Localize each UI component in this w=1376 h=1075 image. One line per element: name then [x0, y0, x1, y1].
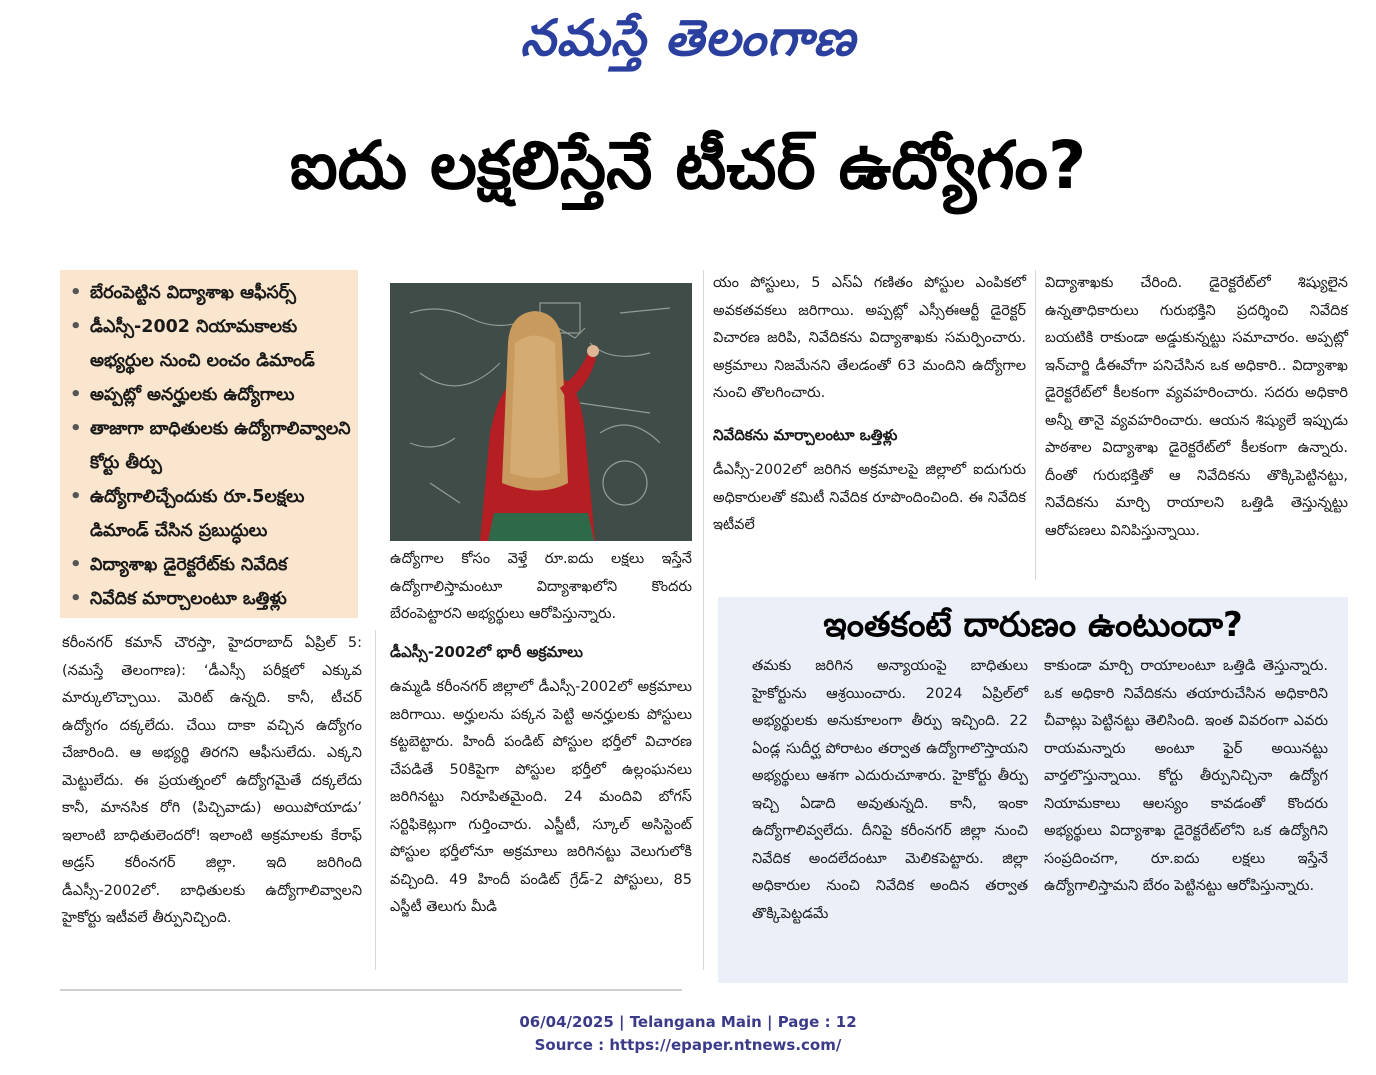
- article-column-4: [1045, 270, 1348, 545]
- article-column-1: [62, 630, 362, 933]
- box-column-2: కాకుండా మార్చి రాయాలంటూ ఒత్తిడి తెస్తున్నారు. ఒక అధికారి నివేదికను తయారుచేసిన అధికారిని చీవాట్లు పెట్టినట్టు తెలిసింది. ఇంత వివరంగా ఎవరు రాయమన్నారు అంటూ ఫైర్ అయినట్టు వార్తలొస్తున్నాయి. కోర్టు తీర్పునిచ్చినా ఉద్యోగ నియామకాలు ఆలస్యం కావడంతో కొందరు అభ్యర్థులు విద్యాశాఖ డైరెక్టరేట్‌లోని ఒక ఉద్యోగిని సంప్రదించగా, రూ.ఐదు లక్షలు ఇస్తేనే ఉద్యోగాలిస్తామని బేరం పెట్టినట్టు ఆరోపిస్తున్నారు.: [1044, 658, 1328, 894]
- highlight-item: • తాజాగా బాధితులకు ఉద్యోగాలివ్వాలని కోర్టు తీర్పు: [70, 412, 352, 480]
- photo-caption-paragraph: ఉద్యోగాల కోసం వెళ్తే రూ.ఐదు లక్షలు ఇస్తేనే ఉద్యోగాలిస్తామంటూ విద్యాశాఖలోని కొందరు బేరంపెట్టారని అభ్యర్థులు ఆరోపిస్తున్నారు.: [390, 551, 692, 622]
- column-divider: [1035, 270, 1036, 580]
- article-column-3: [713, 270, 1026, 540]
- subheading: డీఎస్సీ-2002లో భారీ అక్రమాలు: [390, 642, 583, 661]
- bullet-icon: •: [70, 282, 82, 303]
- bottom-rule: [60, 989, 682, 991]
- bullet-icon: •: [70, 316, 82, 337]
- article-paragraph: ఉమ్మడి కరీంనగర్ జిల్లాలో డీఎస్సీ-2002లో అక్రమాలు జరిగాయి. అర్హులను పక్కన పెట్టి అనర్హులకు పోస్టులు కట్టబెట్టారు. హిందీ పండిట్ పోస్టుల భర్తీలో విచారణ చేపడితే 50కిపైగా పోస్టుల భర్తీలో ఉల్లంఘనలు జరిగినట్టు నిరూపితమైంది. 24 మందివి బోగస్ సర్టిఫికెట్లుగా గుర్తించారు. ఎస్జీటీ, స్కూల్ అసిస్టెంట్ పోస్టుల భర్తీలోనూ అక్రమాలు జరిగినట్టు వెలుగులోకి వచ్చింది. 49 హిందీ పండిట్ గ్రేడ్-2 పోస్టులు, 85 ఎస్జీటీ తెలుగు మీడి: [390, 679, 692, 915]
- article-paragraph: యం పోస్టులు, 5 ఎస్ఏ గణితం పోస్టుల ఎంపికలో అవకతవకలు జరిగాయి. అప్పట్లో ఎస్సీఈఆర్టీ డైరెక్టర్ విచారణ జరిపి, నివేదికను విద్యాశాఖకు సమర్పించారు. అక్రమాలు నిజమేనని తేలడంతో 63 మందిని ఉద్యోగాల నుంచి తొలగించారు.: [713, 275, 1026, 401]
- photo-illustration: [390, 283, 692, 541]
- highlight-item: • నివేదిక మార్చాలంటూ ఒత్తిళ్లు: [70, 582, 352, 616]
- footer-date-line: 06/04/2025 | Telangana Main | Page : 12: [519, 1013, 857, 1031]
- article-paragraph: డీఎస్సీ-2002లో జరిగిన అక్రమాలపై జిల్లాలో ఐదుగురు అధికారులతో కమిటీ నివేదిక రూపొందించింది. ఈ నివేదిక ఇటీవలే: [713, 462, 1026, 533]
- subheading: నివేదికను మార్చాలంటూ ఒత్తిళ్లు: [713, 425, 898, 444]
- box-title: ఇంతకంటే దారుణం ఉంటుందా?: [823, 605, 1243, 645]
- bullet-icon: •: [70, 554, 82, 575]
- article-column-2: [390, 546, 692, 922]
- masthead-logo: నమస్తే తెలంగాణ: [520, 8, 856, 67]
- article-paragraph: కరీంనగర్ కమాన్ చౌరస్తా, హైదరాబాద్ ఏప్రిల్ 5: (నమస్తే తెలంగాణ): ‘డీఎస్సీ పరీక్షలో ఎక్కువ మార్కులొచ్చాయి. మెరిట్ ఉన్నది. కానీ, టీచర్ ఉద్యోగం దక్కలేదు. చేయి దాకా వచ్చిన ఉద్యోగం చేజారింది. ఆ అభ్యర్థి తిరగని ఆఫీసులేదు. ఎక్కని మెట్టులేదు. ఈ ప్రయత్నంలో ఉద్యోగమైతే దక్కలేదు కానీ, మానసిక రోగి (పిచ్చివాడు) అయిపోయాడు’ ఇలాంటి బాధితులెందరో! ఇలాంటి అక్రమాలకు కేరాఫ్ అడ్రస్ కరీంనగర్ జిల్లా. ఇది జరిగింది డీఎస్సీ-2002లో. బాధితులకు ఉద్యోగాలివ్వాలని హైకోర్టు ఇటీవలే తీర్పునిచ్చింది.: [62, 635, 362, 926]
- highlight-item: • అప్పట్లో అనర్హులకు ఉద్యోగాలు: [70, 378, 352, 412]
- headline: ఐదు లక్షలిస్తేనే టీచర్ ఉద్యోగం?: [289, 127, 1087, 204]
- box-column-1: తమకు జరిగిన అన్యాయంపై బాధితులు హైకోర్టును ఆశ్రయించారు. 2024 ఏప్రిల్‌లో అభ్యర్థులకు అనుకూలంగా తీర్పు ఇచ్చింది. 22 ఏండ్ల సుదీర్ఘ పోరాటం తర్వాత ఉద్యోగాలొస్తాయని అభ్యర్థులు ఆశగా ఎదురుచూశారు. హైకోర్టు తీర్పు ఇచ్చి ఏడాది అవుతున్నది. కానీ, ఇంకా ఉద్యోగాలివ్వలేదు. దీనిపై కరీంనగర్ జిల్లా నుంచి నివేదిక అందలేదంటూ మెలికపెట్టారు. జిల్లా అధికారుల నుంచి నివేదిక అందిన తర్వాత తొక్కిపెట్టడమే: [752, 658, 1028, 922]
- bullet-icon: •: [70, 588, 82, 609]
- column-divider: [703, 270, 704, 970]
- sidebar-story-box: [718, 597, 1348, 983]
- teacher-chalkboard-photo: [390, 283, 692, 541]
- bullet-icon: •: [70, 384, 82, 405]
- column-divider: [375, 630, 376, 970]
- article-paragraph: విద్యాశాఖకు చేరింది. డైరెక్టరేట్‌లో శిష్యులైన ఉన్నతాధికారులు గురుభక్తిని ప్రదర్శించి నివేదిక బయటికి రాకుండా అడ్డుకున్నట్టు సమాచారం. అప్పట్లో ఇన్‌చార్జి డీఈవోగా పనిచేసిన ఒక అధికారి.. విద్యాశాఖ డైరెక్టరేట్‌లో కీలకంగా వ్యవహరించారు. సదరు అధికారి అన్నీ తానై వ్యవహరించారు. ఆయన శిష్యులే ఇప్పుడు పాఠశాల విద్యాశాఖ డైరెక్టరేట్‌లో కీలకంగా ఉన్నారు. దీంతో గురుభక్తితో ఆ నివేదికను తొక్కిపెట్టినట్టు, నివేదికను మార్చి రాయాలని ఒత్తిడి తెస్తున్నట్టు ఆరోపణలు వినిపిస్తున్నాయి.: [1045, 275, 1348, 539]
- bullet-icon: •: [70, 418, 82, 439]
- highlights-box: [60, 270, 358, 618]
- bullet-icon: •: [70, 486, 82, 507]
- highlight-item: • ఉద్యోగాలిచ్చేందుకు రూ.5లక్షలు డిమాండ్ చేసిన ప్రబుద్ధులు: [70, 480, 352, 548]
- highlight-item: • బేరంపెట్టిన విద్యాశాఖ ఆఫీసర్స్: [70, 276, 352, 310]
- highlight-item: • డీఎస్సీ-2002 నియామకాలకు అభ్యర్థుల నుంచి లంచం డిమాండ్: [70, 310, 352, 378]
- highlight-item: • విద్యాశాఖ డైరెక్టరేట్‌కు నివేదిక: [70, 548, 352, 582]
- footer-source-line: Source : https://epaper.ntnews.com/: [534, 1036, 842, 1054]
